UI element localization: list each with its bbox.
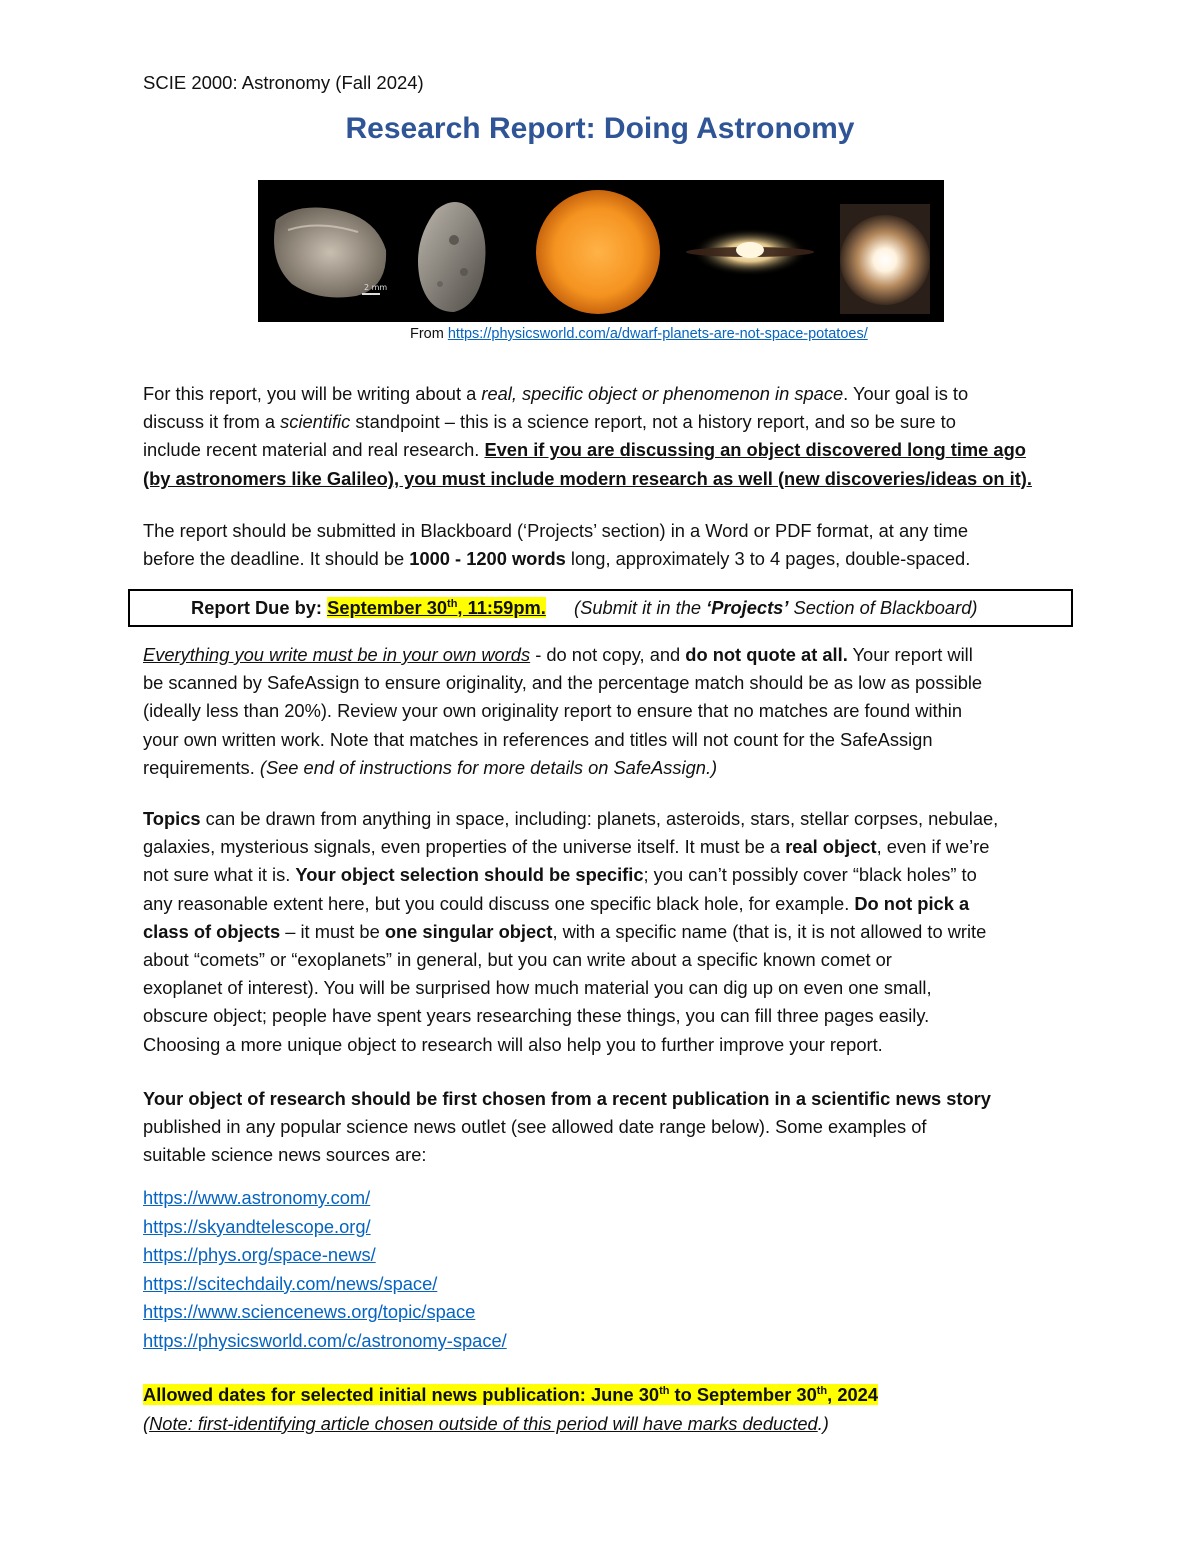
link-scitechdaily[interactable]: https://scitechdaily.com/news/space/ bbox=[143, 1272, 438, 1294]
link-skyandtelescope[interactable]: https://skyandtelescope.org/ bbox=[143, 1215, 371, 1237]
due-label: Report Due by: bbox=[191, 597, 323, 618]
link-astronomy[interactable]: https://www.astronomy.com/ bbox=[143, 1187, 371, 1208]
banner-image bbox=[258, 180, 944, 322]
due-date: September 30th, 11:59pm. bbox=[327, 597, 546, 618]
due-note: (Submit it in the ‘Projects’ Section of Blackboard) bbox=[574, 597, 978, 618]
scale-label: 2 mm bbox=[364, 283, 388, 292]
page-title: Research Report: Doing Astronomy bbox=[345, 112, 855, 145]
sources-paragraph: Your object of research should be first chosen from a recent publication in a scientific news story published in any popular science news outlet (see allowed date range below). Some examples of suitable science news sources are: bbox=[143, 1088, 991, 1166]
news-source-links bbox=[143, 1184, 507, 1356]
submission-paragraph: The report should be submitted in Blackboard (‘Projects’ section) in a Word or PDF format, at any time before the deadline. It should be 1000 - 1200 words long, approximately 3 to 4 pages, double-spaced. bbox=[143, 520, 971, 570]
link-sciencenews[interactable]: https://www.sciencenews.org/topic/space bbox=[143, 1301, 476, 1323]
course-header: SCIE 2000: Astronomy (Fall 2024) bbox=[143, 72, 424, 93]
image-caption: From https://physicsworld.com/a/dwarf-planets-are-not-space-potatoes/ bbox=[410, 326, 868, 342]
due-date-box bbox=[128, 589, 1073, 627]
link-phys-org[interactable]: https://phys.org/space-news/ bbox=[143, 1244, 376, 1266]
asteroid-icon bbox=[418, 202, 486, 312]
originality-paragraph: Everything you write must be in your own words - do not copy, and do not quote at all. Your report will be scanned by SafeAssign to ensure originality, and the percentage match should be as low as possible (ideally less than 20%). Review your own originality report to ensure that no matches are found within your own written work. Note that matches in references and titles will not count for the SafeAssign requirements. (See end of instructions for more details on SafeAssign.) bbox=[143, 644, 983, 778]
sun-icon bbox=[536, 190, 660, 314]
caption-link[interactable]: https://physicsworld.com/a/dwarf-planets-are-not-space-potatoes/ bbox=[447, 326, 868, 342]
dust-grain-icon bbox=[274, 208, 387, 298]
intro-paragraph: For this report, you will be writing about a real, specific object or phenomenon in space. Your goal is to discuss it from a scientific standpoint – this is a science report, not a history report, and so be sure to include recent material and real research. Even if you are discussing an object discovered long time ago (by astronomers like Galileo), you must include modern research as well (new discoveries/ideas on it). bbox=[143, 383, 1032, 489]
link-physicsworld[interactable]: https://physicsworld.com/c/astronomy-space/ bbox=[143, 1329, 507, 1351]
allowed-dates-note: (Note: first-identifying article chosen outside of this period will have marks deducted.) bbox=[143, 1413, 829, 1434]
topics-paragraph: Topics can be drawn from anything in space, including: planets, asteroids, stars, stellar corpses, nebulae, galaxies, mysterious signals, even properties of the universe itself. It must be a real object, even if we’re not sure what it is. Your object selection should be specific; you can’t possibly cover “black holes” to any reasonable extent here, but you could discuss one specific black hole, for example. Do not pick a class of objects – it must be one singular object, with a specific name (that is, it is not allowed to write about “comets” or “exoplanets” in general, but you can write about a specific known comet or exoplanet of interest). You will be surprised how much material you can dig up on even one small, obscure object; people have spent years researching these things, you can fill three pages easily. Choosing a more unique object to research will also help you to further improve your report. bbox=[143, 808, 999, 1055]
allowed-dates-statement: Allowed dates for selected initial news publication: June 30th to September 30th, 2024 bbox=[143, 1384, 878, 1405]
banner-graphic bbox=[258, 180, 944, 322]
galaxy-icon bbox=[686, 228, 814, 276]
allowed-dates bbox=[143, 1380, 878, 1438]
elliptical-galaxy-icon bbox=[840, 204, 930, 314]
